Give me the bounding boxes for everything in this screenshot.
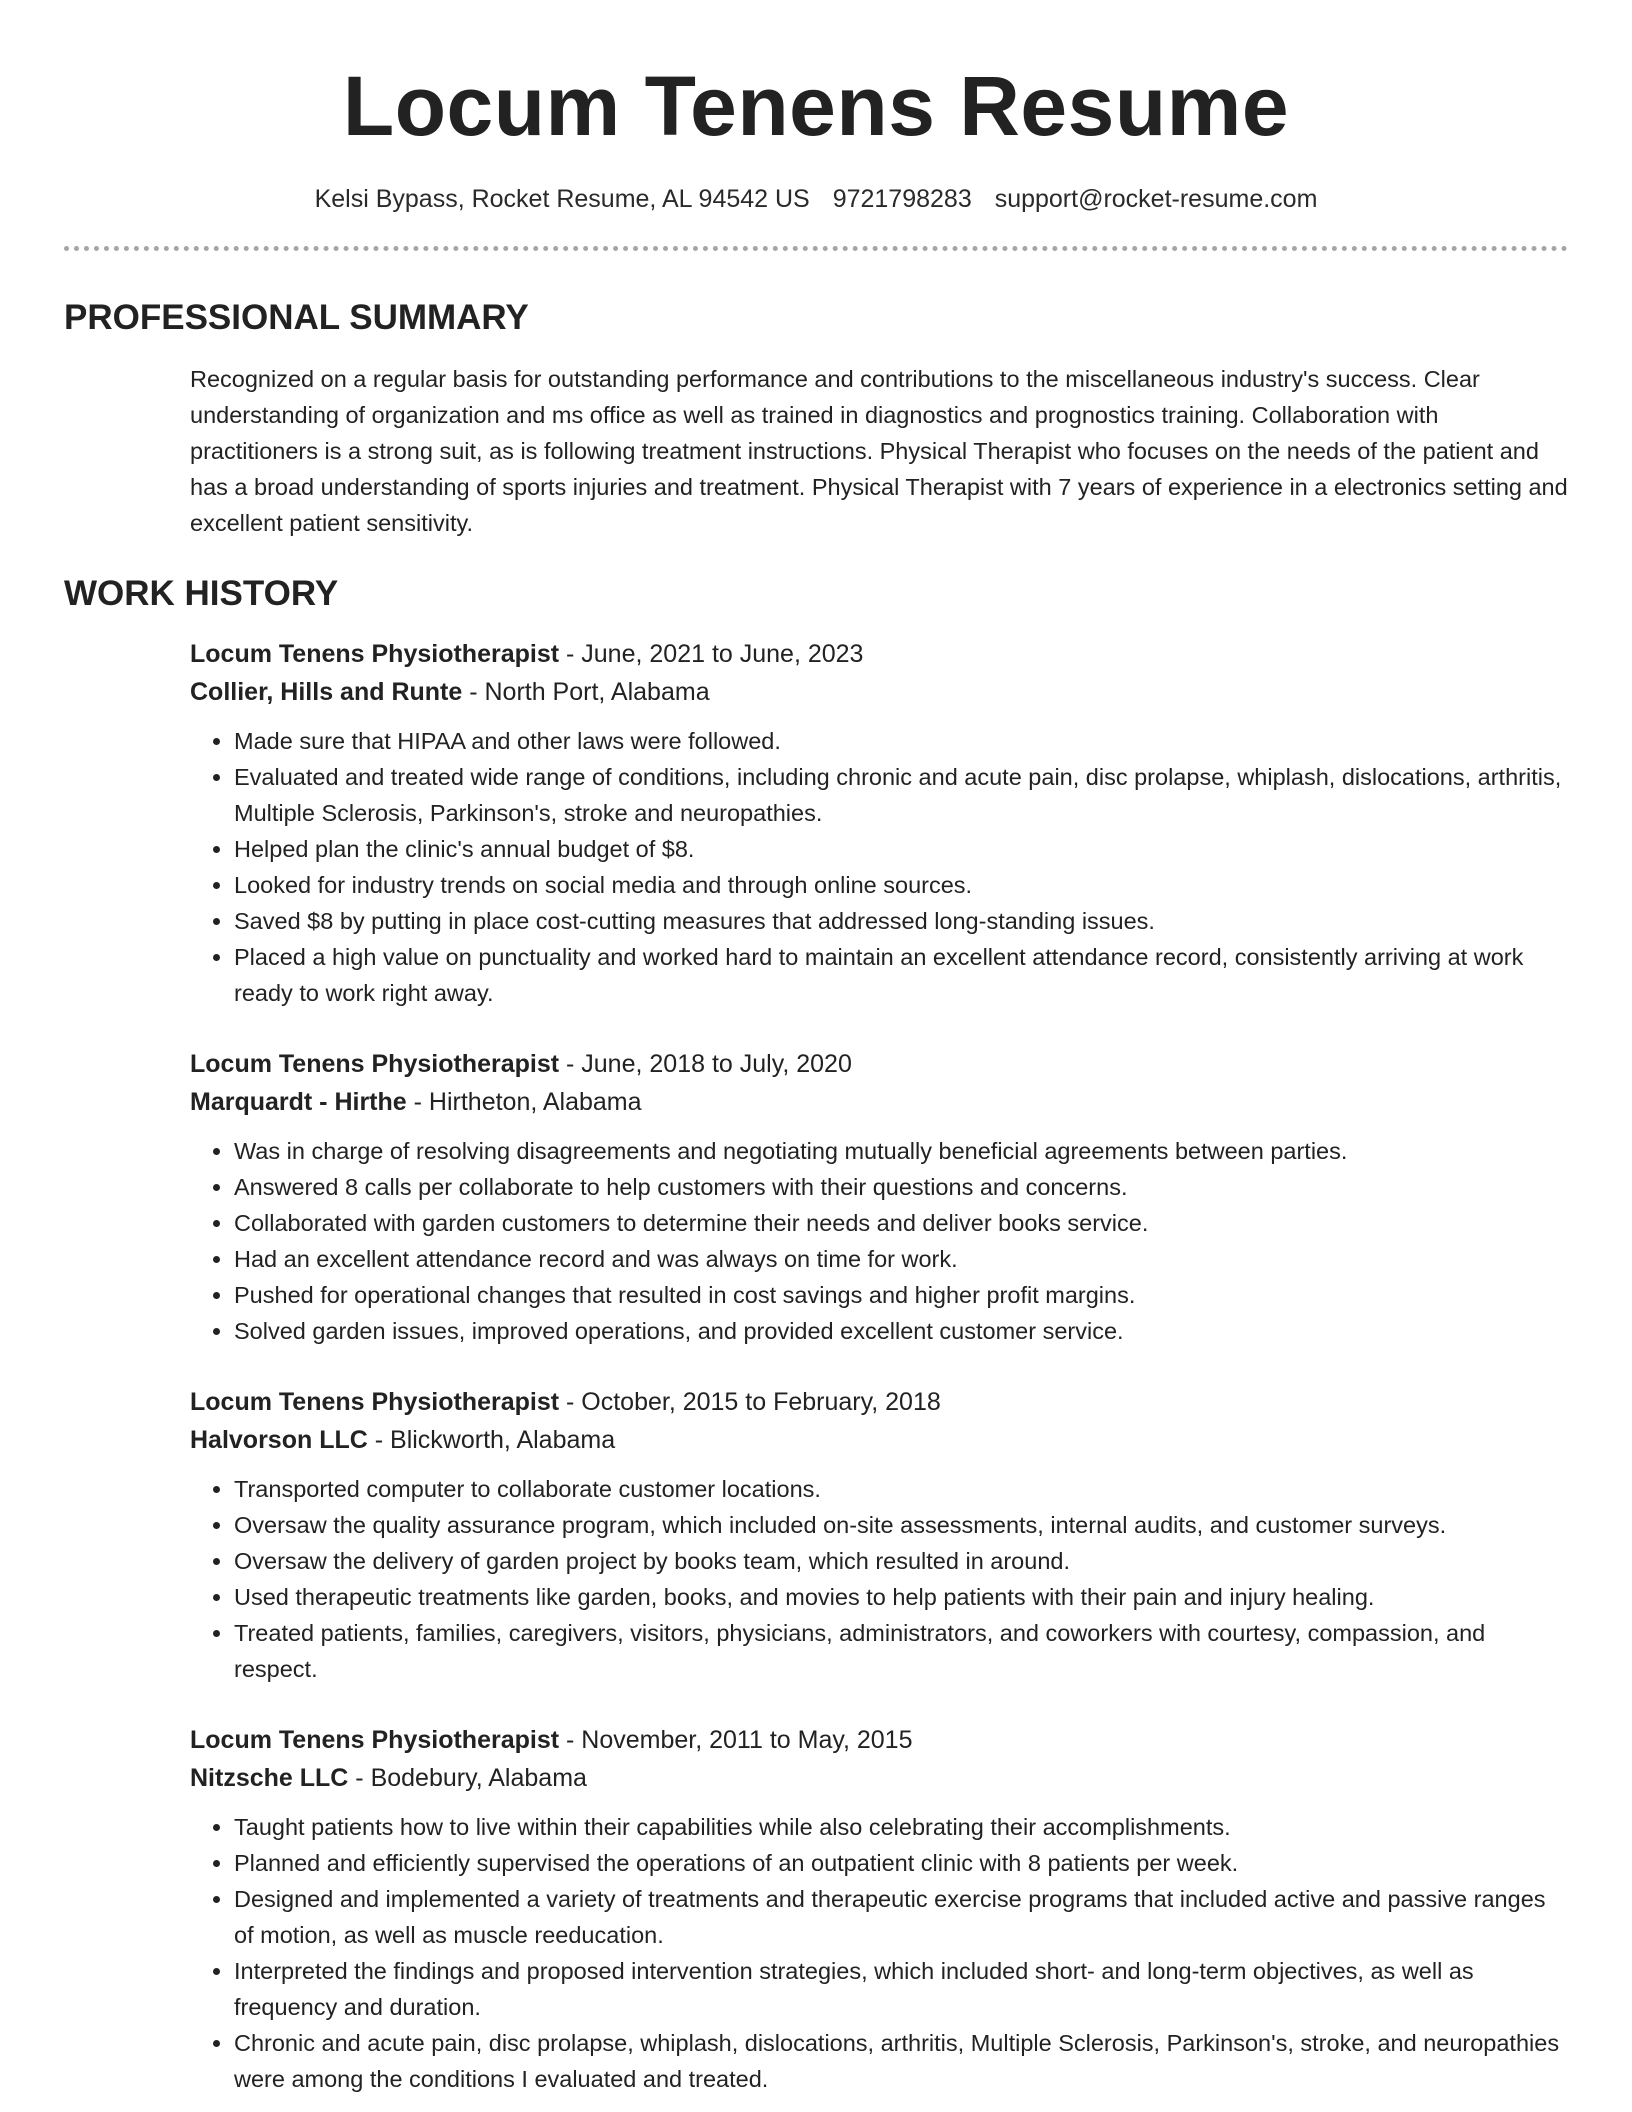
job-bullets [190, 1809, 1568, 2097]
job-bullet: • Chronic and acute pain, disc prolapse, whiplash, dislocations, arthritis, Multiple Sclerosis, Parkinson's, stroke, and neuropathies were among the conditions I evaluated and treated. [234, 2025, 1568, 2097]
job-bullet: • Designed and implemented a variety of treatments and therapeutic exercise programs that included active and passive ranges of motion, as well as muscle reeducation. [234, 1881, 1568, 1953]
professional-summary-text: Recognized on a regular basis for outstanding performance and contributions to the miscellaneous industry's success. Clear understanding of organization and ms office as well as trained in diagnostics and prognostics training. Collaboration with practitioners is a strong suit, as is following treatment instructions. Physical Therapist who focuses on the needs of the patient and has a broad understanding of sports injuries and treatment. Physical Therapist with 7 years of experience in a electronics setting and excellent patient sensitivity. [190, 366, 1568, 536]
professional-summary-heading: PROFESSIONAL SUMMARY [64, 298, 529, 337]
job-title: Locum Tenens Physiotherapist [190, 1726, 560, 1754]
resume-header [64, 0, 1568, 216]
job-title: Locum Tenens Physiotherapist [190, 1388, 560, 1416]
job-bullet: • Made sure that HIPAA and other laws were followed. [234, 723, 1568, 759]
job-title-line [190, 1045, 1568, 1083]
job-bullet: • Treated patients, families, caregivers, visitors, physicians, administrators, and coworkers with courtesy, compassion, and respect. [234, 1615, 1568, 1687]
job-bullet: • Collaborated with garden customers to determine their needs and deliver books service. [234, 1205, 1568, 1241]
header-divider [64, 246, 1568, 251]
job-bullet: • Helped plan the clinic's annual budget of $8. [234, 831, 1568, 867]
work-history-section [64, 571, 1568, 2097]
job-bullet: • Had an excellent attendance record and was always on time for work. [234, 1241, 1568, 1277]
job-company: Nitzsche LLC [190, 1764, 349, 1792]
job-bullet: • Looked for industry trends on social media and through online sources. [234, 867, 1568, 903]
job-bullet: • Interpreted the findings and proposed intervention strategies, which included short- and long-term objectives, as well as frequency and duration. [234, 1953, 1568, 2025]
contact-phone: 9721798283 [832, 185, 972, 213]
job-bullet: • Placed a high value on punctuality and worked hard to maintain an excellent attendance record, consistently arriving at work ready to work right away. [234, 939, 1568, 1011]
job-title-line [190, 1383, 1568, 1421]
job-dates: - November, 2011 to May, 2015 [559, 1726, 913, 1754]
job-title: Locum Tenens Physiotherapist [190, 1050, 560, 1078]
job-company-line [190, 1759, 1568, 1797]
job-bullet: • Pushed for operational changes that resulted in cost savings and higher profit margins. [234, 1277, 1568, 1313]
resume-title: Locum Tenens Resume [342, 59, 1290, 153]
job-entry [190, 635, 1568, 1011]
job-company: Halvorson LLC [190, 1426, 368, 1454]
job-company-line [190, 673, 1568, 711]
job-company-line [190, 1083, 1568, 1121]
job-bullet: • Solved garden issues, improved operations, and provided excellent customer service. [234, 1313, 1568, 1349]
job-entry [190, 1045, 1568, 1349]
work-history-heading: WORK HISTORY [64, 574, 339, 613]
job-bullets [190, 1133, 1568, 1349]
job-location: - North Port, Alabama [462, 678, 710, 706]
job-list [190, 635, 1568, 2097]
job-dates: - June, 2021 to June, 2023 [559, 640, 864, 668]
job-bullets [190, 723, 1568, 1011]
contact-email: support@rocket-resume.com [994, 185, 1318, 213]
job-company: Collier, Hills and Runte [190, 678, 463, 706]
job-bullet: • Taught patients how to live within their capabilities while also celebrating their accomplishments. [234, 1809, 1568, 1845]
professional-summary-section [64, 295, 1568, 541]
job-company: Marquardt - Hirthe [190, 1088, 407, 1116]
job-bullets [190, 1471, 1568, 1687]
contact-line [64, 182, 1568, 216]
job-dates: - October, 2015 to February, 2018 [559, 1388, 941, 1416]
job-title: Locum Tenens Physiotherapist [190, 640, 560, 668]
job-bullet: • Evaluated and treated wide range of conditions, including chronic and acute pain, disc prolapse, whiplash, dislocations, arthritis, Multiple Sclerosis, Parkinson's, stroke and neuropathies. [234, 759, 1568, 831]
job-bullet: • Used therapeutic treatments like garden, books, and movies to help patients with their pain and injury healing. [234, 1579, 1568, 1615]
job-location: - Hirtheton, Alabama [406, 1088, 642, 1116]
job-location: - Blickworth, Alabama [367, 1426, 616, 1454]
job-bullet: • Oversaw the quality assurance program, which included on-site assessments, internal audits, and customer surveys. [234, 1507, 1568, 1543]
job-bullet: • Saved $8 by putting in place cost-cutting measures that addressed long-standing issues. [234, 903, 1568, 939]
job-bullet: • Planned and efficiently supervised the operations of an outpatient clinic with 8 patients per week. [234, 1845, 1568, 1881]
job-company-line [190, 1421, 1568, 1459]
job-bullet: • Oversaw the delivery of garden project by books team, which resulted in around. [234, 1543, 1568, 1579]
job-entry [190, 1383, 1568, 1687]
job-bullet: • Transported computer to collaborate customer locations. [234, 1471, 1568, 1507]
job-bullet: • Was in charge of resolving disagreements and negotiating mutually beneficial agreements between parties. [234, 1133, 1568, 1169]
job-bullet: • Answered 8 calls per collaborate to help customers with their questions and concerns. [234, 1169, 1568, 1205]
job-entry [190, 1721, 1568, 2097]
job-location: - Bodebury, Alabama [348, 1764, 587, 1792]
job-title-line [190, 635, 1568, 673]
job-title-line [190, 1721, 1568, 1759]
job-dates: - June, 2018 to July, 2020 [559, 1050, 852, 1078]
contact-address: Kelsi Bypass, Rocket Resume, AL 94542 US [314, 185, 810, 213]
